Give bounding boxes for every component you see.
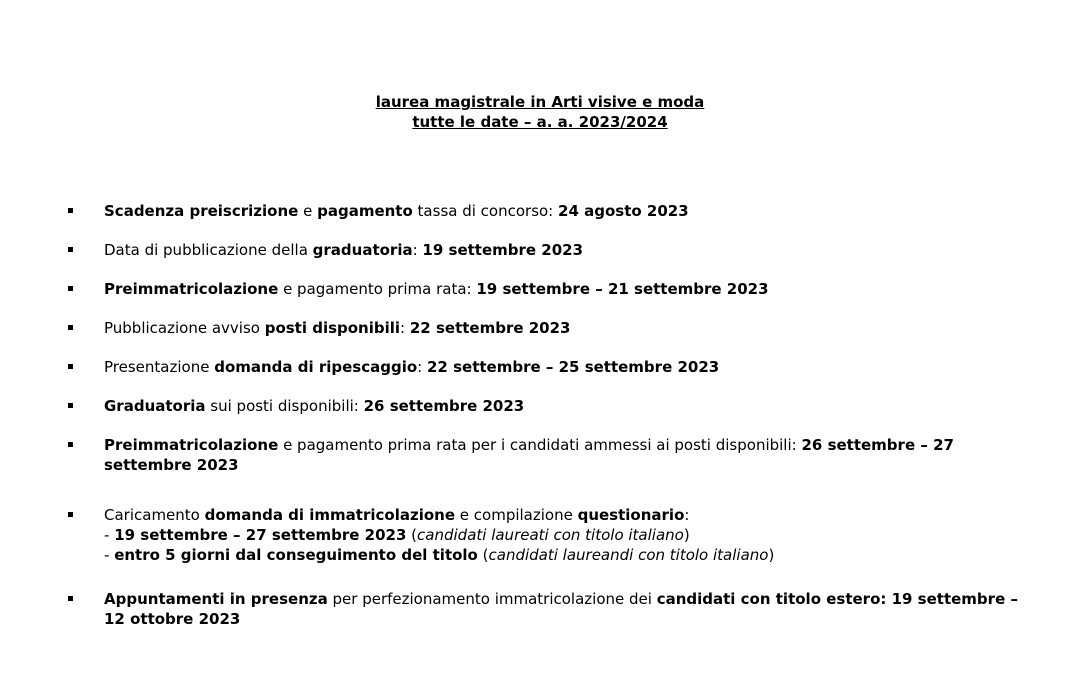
item-0-part-2: pagamento — [317, 202, 413, 220]
item-2-part-1: e pagamento prima rata: — [278, 280, 477, 298]
item-7-part-1: domanda di immatricolazione — [204, 506, 456, 524]
item-text — [104, 319, 571, 337]
list-item-preimmatricolazione — [0, 279, 1080, 299]
item-5-part-0: Graduatoria — [104, 397, 206, 415]
item-1-part-2: : — [412, 241, 423, 259]
item-2-part-2: 19 settembre – 21 settembre 2023 — [476, 280, 769, 298]
title-line-degree: laurea magistrale in Arti visive e moda — [375, 93, 705, 111]
item-7-part-2: e compilazione — [455, 506, 578, 524]
item-5-part-1: sui posti disponibili: — [205, 397, 364, 415]
item-7-sub-0-part-3: candidati laureati con titolo italiano — [417, 526, 684, 544]
item-0-part-4: 24 agosto 2023 — [558, 202, 689, 220]
item-4-part-0: Presentazione — [104, 358, 215, 376]
item-7-sub-1-part-3: candidati laureandi con titolo italiano — [488, 546, 769, 564]
bullet-icon — [68, 286, 73, 291]
item-3-part-1: posti disponibili — [264, 319, 401, 337]
item-7-sub-1-part-4: ) — [768, 546, 775, 564]
dates-list — [0, 201, 1080, 648]
item-1-part-1: graduatoria — [312, 241, 413, 259]
item-text — [104, 590, 1018, 628]
item-1-part-0: Data di pubblicazione della — [104, 241, 313, 259]
item-7-sub-0-part-4: ) — [683, 526, 690, 544]
item-4-part-2: : — [417, 358, 427, 376]
bullet-icon — [68, 442, 73, 447]
bullet-icon — [68, 512, 73, 517]
item-7-sub-0-part-0: - — [104, 526, 115, 544]
item-7-part-3: questionario — [577, 506, 685, 524]
item-6-part-2: 26 settembre – 27 settembre 2023 — [104, 436, 954, 474]
list-item-ripescaggio — [0, 357, 1080, 377]
item-7-part-4: : — [684, 506, 690, 524]
item-3-part-3: 22 settembre 2023 — [409, 319, 571, 337]
bullet-icon — [68, 364, 73, 369]
item-7-sub-1-part-1: entro 5 giorni dal conseguimento del titolo — [114, 546, 478, 564]
item-1-part-3: 19 settembre 2023 — [422, 241, 584, 259]
bullet-icon — [68, 596, 73, 601]
item-6-part-1: e pagamento prima rata per i candidati ammessi ai posti disponibili: — [278, 436, 802, 454]
item-text — [104, 436, 954, 474]
item-4-part-1: domanda di ripescaggio — [214, 358, 418, 376]
item-0-part-0: Scadenza preiscrizione — [104, 202, 299, 220]
item-text — [104, 358, 719, 376]
list-item-posti-disponibili — [0, 318, 1080, 338]
item-0-part-3: tassa di concorso: — [412, 202, 559, 220]
item-7-sub-1-part-0: - — [104, 546, 115, 564]
item-8-part-2: candidati con titolo estero: 19 settembre – 12 ottobre 2023 — [104, 590, 1018, 628]
item-7-sub-0-part-2: ( — [406, 526, 418, 544]
item-8-part-0: Appuntamenti in presenza — [104, 590, 328, 608]
bullet-icon — [68, 403, 73, 408]
list-item-graduatoria-posti — [0, 396, 1080, 416]
item-4-part-3: 22 settembre – 25 settembre 2023 — [427, 358, 720, 376]
title-line-dates: tutte le date – a. a. 2023/2024 — [412, 113, 668, 131]
item-3-part-0: Pubblicazione avviso — [104, 319, 265, 337]
item-text — [104, 506, 1040, 565]
document-title — [0, 92, 1080, 132]
bullet-icon — [68, 325, 73, 330]
item-text — [104, 280, 769, 298]
item-5-part-2: 26 settembre 2023 — [363, 397, 525, 415]
item-7-sub-1-part-2: ( — [477, 546, 489, 564]
list-item-graduatoria — [0, 240, 1080, 260]
list-item-preiscrizione — [0, 201, 1080, 221]
item-6-part-0: Preimmatricolazione — [104, 436, 279, 454]
bullet-icon — [68, 208, 73, 213]
item-0-part-1: e — [298, 202, 318, 220]
list-item-caricamento-domanda — [0, 505, 1080, 565]
bullet-icon — [68, 247, 73, 252]
item-7-sub-0-part-1: 19 settembre – 27 settembre 2023 — [114, 526, 407, 544]
item-8-part-1: per perfezionamento immatricolazione dei — [327, 590, 657, 608]
list-item-appuntamenti — [0, 589, 1080, 629]
item-2-part-0: Preimmatricolazione — [104, 280, 279, 298]
sub-item-1 — [104, 545, 1040, 565]
item-text — [104, 241, 583, 259]
item-text — [104, 202, 689, 220]
item-text — [104, 397, 524, 415]
item-3-part-2: : — [400, 319, 410, 337]
sub-item-0 — [104, 525, 1040, 545]
list-item-preimmatricolazione-ammessi — [0, 435, 1080, 475]
item-7-part-0: Caricamento — [104, 506, 205, 524]
